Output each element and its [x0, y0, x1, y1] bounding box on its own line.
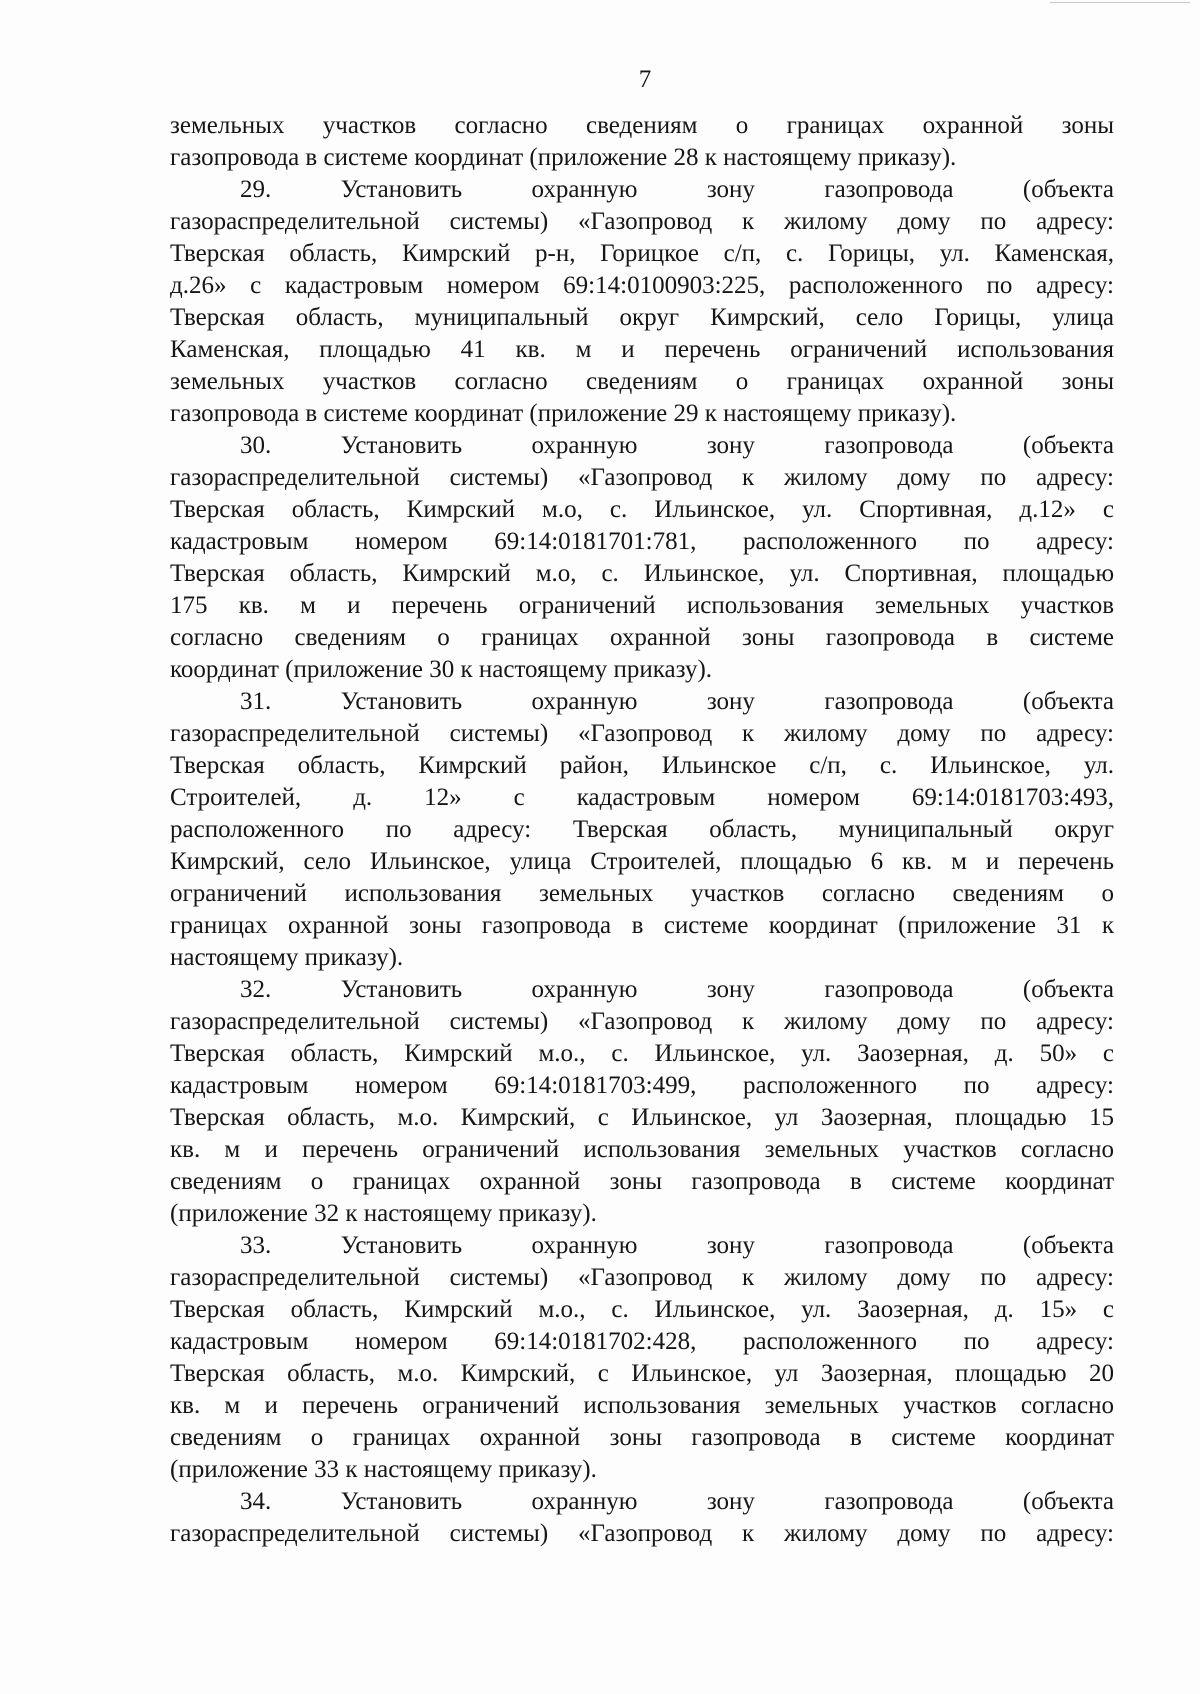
text-line: газораспределительной системы) «Газопровод к жилому дому по адресу: — [170, 1008, 1114, 1035]
text-line: расположенного по адресу: Тверская область, муниципальный округ — [170, 816, 1114, 843]
text-line: газораспределительной системы) «Газопровод к жилому дому по адресу: — [170, 720, 1114, 747]
paragraph-first-line: 30. Установить охранную зону газопровода (объекта — [240, 432, 1114, 459]
text-line: Кимрский, село Ильинское, улица Строителей, площадью 6 кв. м и перечень — [170, 848, 1114, 875]
text-line: ограничений использования земельных участков согласно сведениям о — [170, 880, 1114, 907]
text-line: земельных участков согласно сведениям о границах охранной зоны — [170, 368, 1114, 395]
text-line: кадастровым номером 69:14:0181701:781, расположенного по адресу: — [170, 528, 1114, 555]
text-line: Тверская область, Кимрский м.о., с. Ильинское, ул. Заозерная, д. 15» с — [170, 1296, 1114, 1323]
paragraph-first-line: 29. Установить охранную зону газопровода (объекта — [240, 176, 1114, 203]
text-line: Тверская область, Кимрский м.о, с. Ильинское, ул. Спортивная, площадью — [170, 560, 1114, 587]
paragraph-first-line: 32. Установить охранную зону газопровода (объекта — [240, 976, 1114, 1003]
text-line: (приложение 32 к настоящему приказу). — [170, 1200, 597, 1227]
text-line: газораспределительной системы) «Газопровод к жилому дому по адресу: — [170, 464, 1114, 491]
text-line: Тверская область, Кимрский м.о, с. Ильинское, ул. Спортивная, д.12» с — [170, 496, 1114, 523]
text-line: кадастровым номером 69:14:0181703:499, расположенного по адресу: — [170, 1072, 1114, 1099]
text-line: Тверская область, м.о. Кимрский, с Ильинское, ул Заозерная, площадью 15 — [170, 1104, 1114, 1131]
scan-artifact — [1050, 2, 1190, 3]
paragraph-first-line: 34. Установить охранную зону газопровода (объекта — [240, 1488, 1114, 1515]
text-line: Тверская область, муниципальный округ Кимрский, село Горицы, улица — [170, 304, 1114, 331]
text-line: газопровода в системе координат (приложение 29 к настоящему приказу). — [170, 400, 957, 427]
text-line: газораспределительной системы) «Газопровод к жилому дому по адресу: — [170, 208, 1114, 235]
text-line: сведениям о границах охранной зоны газопровода в системе координат — [170, 1168, 1114, 1195]
text-line: газопровода в системе координат (приложение 28 к настоящему приказу). — [170, 144, 957, 171]
paragraph-first-line: 31. Установить охранную зону газопровода (объекта — [240, 688, 1114, 715]
text-line: координат (приложение 30 к настоящему приказу). — [170, 656, 713, 683]
text-line: границах охранной зоны газопровода в системе координат (приложение 31 к — [170, 912, 1114, 939]
text-line: Тверская область, Кимрский район, Ильинское с/п, с. Ильинское, ул. — [170, 752, 1114, 779]
text-line: согласно сведениям о границах охранной зоны газопровода в системе — [170, 624, 1114, 651]
text-line: д.26» с кадастровым номером 69:14:0100903:225, расположенного по адресу: — [170, 272, 1114, 299]
text-line: сведениям о границах охранной зоны газопровода в системе координат — [170, 1424, 1114, 1451]
text-line: кв. м и перечень ограничений использования земельных участков согласно — [170, 1392, 1114, 1419]
text-line: (приложение 33 к настоящему приказу). — [170, 1456, 597, 1483]
text-line: газораспределительной системы) «Газопровод к жилому дому по адресу: — [170, 1520, 1114, 1547]
text-line: Тверская область, Кимрский м.о., с. Ильинское, ул. Заозерная, д. 50» с — [170, 1040, 1114, 1067]
page-number: 7 — [638, 66, 652, 93]
text-line: кадастровым номером 69:14:0181702:428, расположенного по адресу: — [170, 1328, 1114, 1355]
text-line: кв. м и перечень ограничений использования земельных участков согласно — [170, 1136, 1114, 1163]
text-line: Строителей, д. 12» с кадастровым номером 69:14:0181703:493, — [170, 784, 1114, 811]
text-line: Каменская, площадью 41 кв. м и перечень ограничений использования — [170, 336, 1114, 363]
text-line: Тверская область, Кимрский р-н, Горицкое с/п, с. Горицы, ул. Каменская, — [170, 240, 1114, 267]
text-line: настоящему приказу). — [170, 944, 404, 971]
text-line: земельных участков согласно сведениям о границах охранной зоны — [170, 112, 1114, 139]
text-line: газораспределительной системы) «Газопровод к жилому дому по адресу: — [170, 1264, 1114, 1291]
paragraph-first-line: 33. Установить охранную зону газопровода (объекта — [240, 1232, 1114, 1259]
text-line: Тверская область, м.о. Кимрский, с Ильинское, ул Заозерная, площадью 20 — [170, 1360, 1114, 1387]
text-line: 175 кв. м и перечень ограничений использования земельных участков — [170, 592, 1114, 619]
document-body — [170, 110, 1114, 1550]
